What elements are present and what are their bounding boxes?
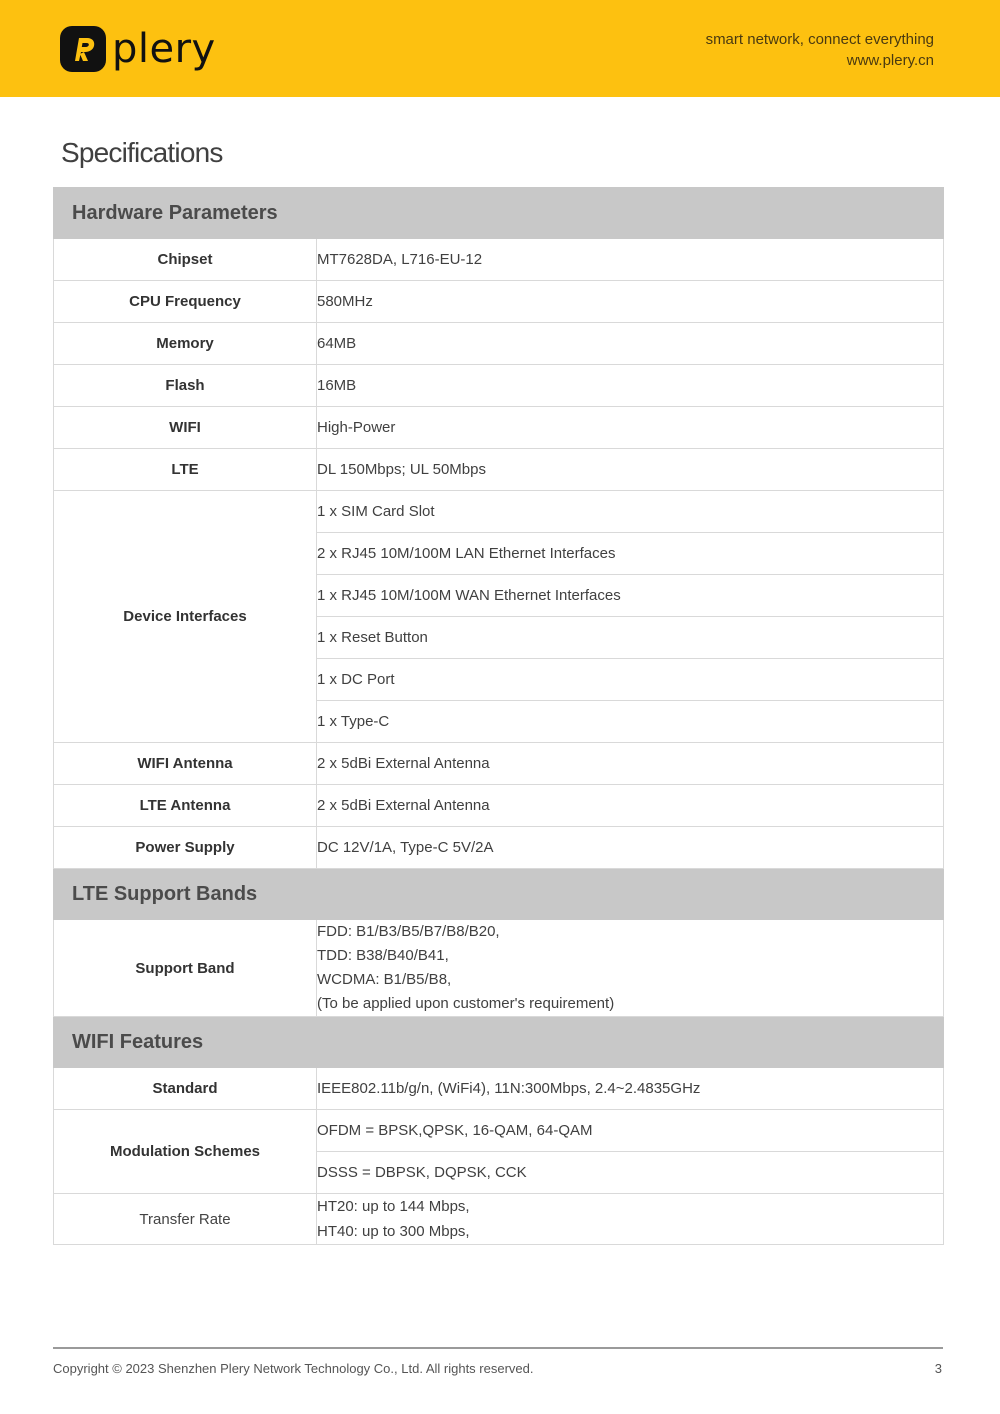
spec-label: LTE Antenna [54,785,317,827]
spec-label: WIFI [54,407,317,449]
copyright-text: Copyright © 2023 Shenzhen Plery Network Technology Co., Ltd. All rights reserved. [53,1361,534,1376]
footer-divider [53,1347,943,1349]
spec-value: 2 x 5dBi External Antenna [317,785,944,827]
section-title: Hardware Parameters [54,188,944,239]
spec-label: Device Interfaces [54,491,317,743]
page-number: 3 [934,1361,942,1376]
spec-value: 1 x RJ45 10M/100M WAN Ethernet Interfaces [317,575,944,617]
header-tagline [706,29,934,71]
spec-value: 16MB [317,365,944,407]
spec-label: Flash [54,365,317,407]
spec-row-wifi [54,407,944,449]
spec-label: WIFI Antenna [54,743,317,785]
spec-row-interfaces [54,491,944,533]
spec-row-flash [54,365,944,407]
spec-row-standard [54,1068,944,1110]
spec-row-cpu [54,281,944,323]
spec-value: DSSS = DBPSK, DQPSK, CCK [317,1152,944,1194]
spec-label: LTE [54,449,317,491]
spec-value: 64MB [317,323,944,365]
spec-value [317,1194,944,1245]
spec-row-support-band [54,920,944,1017]
logo-mark-icon [60,26,106,72]
spec-value [317,920,944,1017]
band-line: TDD: B38/B40/B41, [317,947,449,964]
section-title: LTE Support Bands [54,869,944,920]
spec-row-memory [54,323,944,365]
spec-label: Power Supply [54,827,317,869]
spec-value: 1 x Type-C [317,701,944,743]
spec-value: 580MHz [317,281,944,323]
spec-label: Memory [54,323,317,365]
brand-logo [60,24,216,74]
spec-value: DC 12V/1A, Type-C 5V/2A [317,827,944,869]
band-line: FDD: B1/B3/B5/B7/B8/B20, [317,923,500,940]
spec-label: Support Band [54,920,317,1017]
band-line: WCDMA: B1/B5/B8, [317,971,452,988]
spec-value: DL 150Mbps; UL 50Mbps [317,449,944,491]
spec-value: IEEE802.11b/g/n, (WiFi4), 11N:300Mbps, 2.4~2.4835GHz [317,1068,944,1110]
spec-label: Chipset [54,239,317,281]
spec-value: High-Power [317,407,944,449]
spec-value: MT7628DA, L716-EU-12 [317,239,944,281]
section-title: WIFI Features [54,1017,944,1068]
spec-value: 2 x 5dBi External Antenna [317,743,944,785]
specifications-table [53,187,944,1245]
spec-row-wifi-antenna [54,743,944,785]
spec-value: OFDM = BPSK,QPSK, 16-QAM, 64-QAM [317,1110,944,1152]
spec-row-power [54,827,944,869]
logo-wordmark: plery [112,26,216,72]
spec-value: 1 x Reset Button [317,617,944,659]
spec-row-lte [54,449,944,491]
spec-label: Modulation Schemes [54,1110,317,1194]
website-url: www.plery.cn [846,52,934,69]
spec-label: Transfer Rate [54,1194,317,1245]
logo-p-glyph [66,32,100,66]
spec-value: 1 x SIM Card Slot [317,491,944,533]
spec-value: 2 x RJ45 10M/100M LAN Ethernet Interfaces [317,533,944,575]
spec-value: 1 x DC Port [317,659,944,701]
section-header-wifi-features [54,1017,944,1068]
spec-row-modulation [54,1110,944,1152]
spec-label: CPU Frequency [54,281,317,323]
page-title: Specifications [61,137,223,168]
spec-row-lte-antenna [54,785,944,827]
section-header-lte-bands [54,869,944,920]
band-line: (To be applied upon customer's requirement) [317,995,615,1012]
page-header [0,0,1000,97]
slogan-text: smart network, connect everything [705,31,934,48]
spec-row-transfer-rate [54,1194,944,1245]
spec-label: Standard [54,1068,317,1110]
spec-row-chipset [54,239,944,281]
section-header-hardware [54,188,944,239]
rate-line: HT20: up to 144 Mbps, [317,1198,470,1215]
rate-line: HT40: up to 300 Mbps, [317,1223,470,1240]
